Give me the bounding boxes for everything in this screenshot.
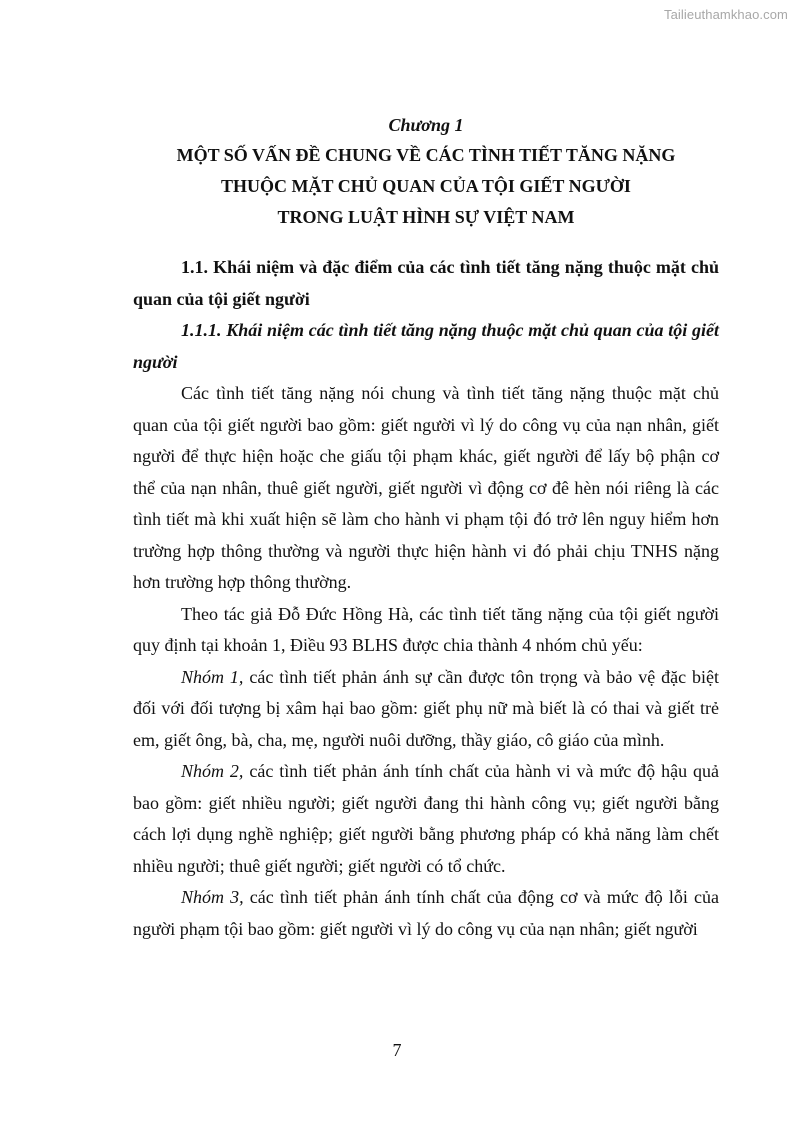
page-number: 7 (392, 1040, 402, 1060)
chapter-title-line-2: THUỘC MẶT CHỦ QUAN CỦA TỘI GIẾT NGƯỜI (221, 176, 631, 196)
paragraph-group-3 (133, 882, 719, 945)
watermark: Tailieuthamkhao.com (663, 7, 788, 22)
group-2-text: các tình tiết phản ánh tính chất của hành vi và mức độ hậu quả bao gồm: giết nhiều người; giết người đang thi hành công vụ; giết người bằng cách lợi dụng nghề nghiệp; giết người bằng phương pháp có khả năng làm chết nhiều người; thuê giết người; giết người có tổ chức. (133, 761, 719, 876)
group-3-label: Nhóm 3, (181, 887, 244, 907)
chapter-label: Chương 1 (388, 115, 464, 135)
chapter-title-block (133, 110, 719, 233)
chapter-title-line-3: TRONG LUẬT HÌNH SỰ VIỆT NAM (277, 207, 575, 227)
section-heading-1-1-1: 1.1.1. Khái niệm các tình tiết tăng nặng thuộc mặt chủ quan của tội giết người (133, 320, 719, 372)
paragraph-definition: Các tình tiết tăng nặng nói chung và tình tiết tăng nặng thuộc mặt chủ quan của tội giết người bao gồm: giết người vì lý do công vụ của nạn nhân, giết người để thực hiện hoặc che giấu tội phạm khác, giết người để lấy bộ phận cơ thể của nạn nhân, thuê giết người, giết người vì động cơ đê hèn nói riêng là các tình tiết mà khi xuất hiện sẽ làm cho hành vi phạm tội đó trở lên nguy hiểm hơn trường hợp thông thường và người thực hiện hành vi đó phải chịu TNHS nặng hơn trường hợp thông thường. (133, 383, 719, 592)
paragraph-group-1 (133, 662, 719, 757)
paragraph-group-2 (133, 756, 719, 882)
group-2-label: Nhóm 2, (181, 761, 244, 781)
document-page (133, 110, 719, 945)
group-1-text: các tình tiết phản ánh sự cần được tôn trọng và bảo vệ đặc biệt đối với đối tượng bị xâm hại bao gồm: giết phụ nữ mà biết là có thai và giết trẻ em, giết ông, bà, cha, mẹ, người nuôi dưỡng, thầy giáo, cô giáo của mình. (133, 666, 719, 750)
paragraph-author-classification: Theo tác giả Đỗ Đức Hồng Hà, các tình tiết tăng nặng của tội giết người quy định tại khoản 1, Điều 93 BLHS được chia thành 4 nhóm chủ yếu: (133, 603, 719, 655)
group-1-label: Nhóm 1, (181, 666, 244, 687)
chapter-title-line-1: MỘT SỐ VẤN ĐỀ CHUNG VỀ CÁC TÌNH TIẾT TĂNG NẶNG (176, 145, 676, 165)
section-heading-1-1: 1.1. Khái niệm và đặc điểm của các tình tiết tăng nặng thuộc mặt chủ quan của tội giết người (133, 257, 719, 309)
group-3-text: các tình tiết phản ánh tính chất của động cơ và mức độ lỗi của người phạm tội bao gồm: giết người vì lý do công vụ của nạn nhân; giết người (133, 887, 719, 939)
